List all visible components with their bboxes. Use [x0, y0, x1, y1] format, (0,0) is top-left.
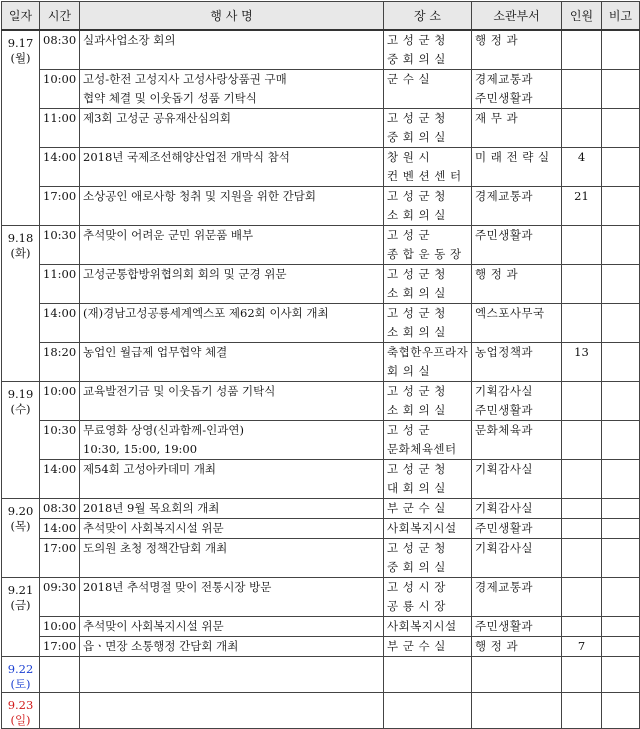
place-text: 컨 벤 션 센 터 — [387, 169, 462, 183]
event-cell — [80, 343, 384, 382]
dept-cell — [472, 578, 562, 617]
people-count: 21 — [574, 189, 589, 203]
place-cell — [384, 109, 472, 148]
people-cell — [562, 226, 602, 265]
dept-cell — [472, 109, 562, 148]
people-count — [562, 382, 601, 386]
people-cell — [562, 70, 602, 109]
place-cell — [384, 657, 472, 693]
place-text: 고 성 군 — [387, 228, 431, 242]
people-cell — [562, 187, 602, 226]
time-cell — [40, 693, 80, 729]
place-text: 공 룡 시 장 — [387, 599, 446, 613]
time-cell — [40, 187, 80, 226]
table-row — [2, 499, 640, 519]
event-cell — [80, 382, 384, 421]
place-text: 고 성 군 청 — [387, 384, 446, 398]
note-cell — [602, 304, 640, 343]
table-row — [2, 657, 640, 693]
people-count — [562, 539, 601, 543]
people-count — [562, 70, 601, 74]
people-cell — [562, 637, 602, 657]
time-text: 14:00 — [43, 521, 77, 535]
note-cell — [602, 637, 640, 657]
table-row — [2, 539, 640, 578]
dept-text: 기획감사실 — [475, 541, 534, 555]
event-cell — [80, 226, 384, 265]
people-cell — [562, 421, 602, 460]
event-cell — [80, 617, 384, 637]
event-text: 도의원 초청 정책간담회 개최 — [83, 541, 228, 555]
time-cell — [40, 265, 80, 304]
header-time: 시간 — [40, 2, 80, 31]
time-text: 10:00 — [43, 72, 77, 86]
event-cell — [80, 460, 384, 499]
people-cell — [562, 30, 602, 70]
people-cell — [562, 265, 602, 304]
place-text: 소 회 의 실 — [387, 403, 446, 417]
people-count: 4 — [577, 150, 586, 164]
table-row — [2, 578, 640, 617]
time-cell — [40, 304, 80, 343]
event-text: 2018년 국제조선해양산업전 개막식 참석 — [83, 150, 290, 164]
day-of-week: (토) — [10, 677, 31, 691]
day-of-week: (일) — [10, 713, 31, 727]
event-text: 농업인 월급제 업무협약 체결 — [83, 345, 228, 359]
table-row — [2, 693, 640, 729]
table-row — [2, 421, 640, 460]
table-row — [2, 343, 640, 382]
place-text: 고 성 군 청 — [387, 267, 446, 281]
time-text: 11:00 — [43, 111, 77, 125]
note-cell — [602, 499, 640, 519]
people-cell — [562, 693, 602, 729]
dept-cell — [472, 460, 562, 499]
place-cell — [384, 499, 472, 519]
people-cell — [562, 148, 602, 187]
table-row — [2, 148, 640, 187]
dept-cell — [472, 382, 562, 421]
header-place: 장 소 — [384, 2, 472, 31]
event-text: 실과사업소장 회의 — [83, 33, 176, 47]
dept-cell — [472, 519, 562, 539]
place-cell — [384, 539, 472, 578]
place-text: 고 성 군 청 — [387, 33, 446, 47]
place-cell — [384, 617, 472, 637]
time-text: 10:30 — [43, 228, 77, 242]
place-cell — [384, 265, 472, 304]
table-row — [2, 382, 640, 421]
date-text: 9.18 — [7, 231, 34, 245]
date-text: 9.23 — [7, 698, 34, 712]
people-cell — [562, 578, 602, 617]
time-text: 17:00 — [43, 639, 77, 653]
dept-text: 행 정 과 — [475, 267, 519, 281]
people-count: 13 — [574, 345, 589, 359]
day-of-week: (화) — [10, 246, 31, 260]
event-text: 10:30, 15:00, 19:00 — [83, 442, 198, 456]
header-dept: 소관부서 — [472, 2, 562, 31]
place-text: 축협한우프라자 — [387, 345, 469, 359]
time-text: 18:20 — [43, 345, 77, 359]
header-note: 비고 — [602, 2, 640, 31]
event-text: 무료영화 상영(신과함께-인과연) — [83, 423, 244, 437]
place-text: 고 성 군 — [387, 423, 431, 437]
place-text: 고 성 군 청 — [387, 111, 446, 125]
date-text: 9.17 — [7, 36, 34, 50]
people-cell — [562, 519, 602, 539]
date-cell — [2, 30, 40, 226]
time-cell — [40, 617, 80, 637]
place-cell — [384, 637, 472, 657]
event-text: 고성군통합방위협의회 회의 및 군경 위문 — [83, 267, 287, 281]
event-cell — [80, 421, 384, 460]
time-text: 09:30 — [43, 580, 77, 594]
header-date: 일자 — [2, 2, 40, 31]
event-text: 고성-한전 고성지사 고성사랑상품권 구매 — [83, 72, 287, 86]
people-cell — [562, 343, 602, 382]
event-cell — [80, 187, 384, 226]
dept-cell — [472, 304, 562, 343]
time-text: 10:30 — [43, 423, 77, 437]
date-text: 9.20 — [7, 504, 34, 518]
dept-text: 주민생활과 — [475, 91, 534, 105]
time-text: 08:30 — [43, 33, 77, 47]
event-text: 추석맞이 사회복지시설 위문 — [83, 619, 224, 633]
note-cell — [602, 693, 640, 729]
header-event: 행 사 명 — [80, 2, 384, 31]
place-text: 소 회 의 실 — [387, 325, 446, 339]
time-text: 14:00 — [43, 150, 77, 164]
time-cell — [40, 30, 80, 70]
time-text: 17:00 — [43, 189, 77, 203]
event-cell — [80, 539, 384, 578]
dept-cell — [472, 657, 562, 693]
note-cell — [602, 148, 640, 187]
table-row — [2, 617, 640, 637]
event-text: 읍ㆍ면장 소통행정 간담회 개최 — [83, 639, 239, 653]
dept-cell — [472, 693, 562, 729]
date-cell — [2, 499, 40, 578]
date-cell — [2, 657, 40, 693]
dept-text: 주민생활과 — [475, 228, 534, 242]
people-count — [562, 499, 601, 503]
time-cell — [40, 539, 80, 578]
place-text: 사회복지시설 — [387, 521, 457, 535]
dept-text: 기획감사실 — [475, 462, 534, 476]
dept-text: 행 정 과 — [475, 639, 519, 653]
dept-text: 경제교통과 — [475, 72, 534, 86]
dept-cell — [472, 70, 562, 109]
place-text: 고 성 군 청 — [387, 541, 446, 555]
dept-text: 기획감사실 — [475, 384, 534, 398]
event-text: 제54회 고성아카데미 개최 — [83, 462, 217, 476]
note-cell — [602, 70, 640, 109]
time-text: 14:00 — [43, 306, 77, 320]
date-cell — [2, 693, 40, 729]
time-cell — [40, 421, 80, 460]
time-cell — [40, 460, 80, 499]
people-cell — [562, 460, 602, 499]
dept-cell — [472, 148, 562, 187]
event-cell — [80, 693, 384, 729]
note-cell — [602, 30, 640, 70]
place-cell — [384, 460, 472, 499]
people-cell — [562, 539, 602, 578]
time-cell — [40, 637, 80, 657]
time-cell — [40, 70, 80, 109]
dept-cell — [472, 637, 562, 657]
note-cell — [602, 578, 640, 617]
people-count — [562, 421, 601, 425]
time-text: 17:00 — [43, 541, 77, 555]
dept-cell — [472, 499, 562, 519]
people-count — [562, 519, 601, 523]
place-text: 창 원 시 — [387, 150, 431, 164]
time-text: 10:00 — [43, 619, 77, 633]
event-cell — [80, 519, 384, 539]
event-cell — [80, 265, 384, 304]
date-cell — [2, 226, 40, 382]
people-count — [562, 578, 601, 582]
table-row — [2, 187, 640, 226]
note-cell — [602, 109, 640, 148]
event-text: 추석맞이 사회복지시설 위문 — [83, 521, 224, 535]
table-row — [2, 637, 640, 657]
event-cell — [80, 70, 384, 109]
dept-cell — [472, 30, 562, 70]
time-text: 08:30 — [43, 501, 77, 515]
place-text: 고 성 군 청 — [387, 462, 446, 476]
event-text: 소상공인 애로사항 청취 및 지원을 위한 간담회 — [83, 189, 317, 203]
event-text: 2018년 추석명절 맞이 전통시장 방문 — [83, 580, 272, 594]
time-cell — [40, 382, 80, 421]
dept-cell — [472, 343, 562, 382]
table-row — [2, 109, 640, 148]
note-cell — [602, 226, 640, 265]
note-cell — [602, 343, 640, 382]
event-cell — [80, 578, 384, 617]
people-count — [562, 109, 601, 113]
table-row — [2, 30, 640, 70]
place-text: 중 회 의 실 — [387, 560, 446, 574]
dept-text: 재 무 과 — [475, 111, 519, 125]
people-count: 7 — [577, 639, 586, 653]
place-cell — [384, 421, 472, 460]
dept-cell — [472, 617, 562, 637]
dept-cell — [472, 265, 562, 304]
place-cell — [384, 187, 472, 226]
note-cell — [602, 519, 640, 539]
people-count — [562, 226, 601, 230]
day-of-week: (수) — [10, 402, 31, 416]
note-cell — [602, 265, 640, 304]
time-text: 14:00 — [43, 462, 77, 476]
place-cell — [384, 226, 472, 265]
day-of-week: (금) — [10, 598, 31, 612]
time-cell — [40, 519, 80, 539]
place-text: 사회복지시설 — [387, 619, 457, 633]
place-cell — [384, 304, 472, 343]
event-cell — [80, 499, 384, 519]
place-cell — [384, 30, 472, 70]
event-text: 협약 체결 및 이웃돕기 성품 기탁식 — [83, 91, 257, 105]
event-text: (재)경남고성공룡세계엑스포 제62회 이사회 개최 — [83, 306, 329, 320]
note-cell — [602, 460, 640, 499]
date-text: 9.19 — [7, 387, 34, 401]
dept-cell — [472, 421, 562, 460]
dept-text: 기획감사실 — [475, 501, 534, 515]
note-cell — [602, 382, 640, 421]
place-cell — [384, 343, 472, 382]
people-count — [562, 460, 601, 464]
event-text: 교육발전기금 및 이웃돕기 성품 기탁식 — [83, 384, 276, 398]
time-cell — [40, 226, 80, 265]
people-cell — [562, 109, 602, 148]
dept-cell — [472, 539, 562, 578]
place-text: 고 성 시 장 — [387, 580, 446, 594]
time-cell — [40, 343, 80, 382]
dept-text: 주민생활과 — [475, 521, 534, 535]
table-row — [2, 519, 640, 539]
schedule-table — [1, 1, 640, 729]
dept-text: 미 래 전 략 실 — [475, 150, 550, 164]
place-text: 대 회 의 실 — [387, 481, 446, 495]
place-text: 소 회 의 실 — [387, 208, 446, 222]
time-cell — [40, 148, 80, 187]
event-text: 제3회 고성군 공유재산심의회 — [83, 111, 231, 125]
people-cell — [562, 304, 602, 343]
event-cell — [80, 148, 384, 187]
time-cell — [40, 499, 80, 519]
place-text: 고 성 군 청 — [387, 306, 446, 320]
place-text: 회 의 실 — [387, 364, 431, 378]
people-cell — [562, 382, 602, 421]
note-cell — [602, 657, 640, 693]
dept-text: 농업정책과 — [475, 345, 534, 359]
place-cell — [384, 382, 472, 421]
place-text: 부 군 수 실 — [387, 501, 446, 515]
day-of-week: (월) — [10, 51, 31, 65]
dept-text: 경제교통과 — [475, 580, 534, 594]
table-row — [2, 226, 640, 265]
event-text: 2018년 9월 목요회의 개최 — [83, 501, 220, 515]
dept-text: 주민생활과 — [475, 403, 534, 417]
note-cell — [602, 187, 640, 226]
people-count — [562, 265, 601, 269]
table-row — [2, 70, 640, 109]
dept-text: 경제교통과 — [475, 189, 534, 203]
place-cell — [384, 693, 472, 729]
time-text: 11:00 — [43, 267, 77, 281]
dept-text: 주민생활과 — [475, 619, 534, 633]
dept-cell — [472, 226, 562, 265]
header-people: 인원 — [562, 2, 602, 31]
note-cell — [602, 617, 640, 637]
place-text: 중 회 의 실 — [387, 130, 446, 144]
place-text: 문화체육센터 — [387, 442, 457, 456]
event-cell — [80, 109, 384, 148]
note-cell — [602, 539, 640, 578]
dept-text: 행 정 과 — [475, 33, 519, 47]
place-cell — [384, 519, 472, 539]
people-count — [562, 304, 601, 308]
people-count — [562, 31, 601, 35]
place-text: 종 합 운 동 장 — [387, 247, 462, 261]
place-text: 중 회 의 실 — [387, 52, 446, 66]
date-cell — [2, 382, 40, 499]
event-cell — [80, 30, 384, 70]
place-text: 소 회 의 실 — [387, 286, 446, 300]
time-cell — [40, 657, 80, 693]
table-row — [2, 304, 640, 343]
table-row — [2, 265, 640, 304]
place-cell — [384, 70, 472, 109]
dept-cell — [472, 187, 562, 226]
place-text: 군 수 실 — [387, 72, 431, 86]
table-row — [2, 460, 640, 499]
note-cell — [602, 421, 640, 460]
people-cell — [562, 617, 602, 637]
place-text: 고 성 군 청 — [387, 189, 446, 203]
dept-text: 문화체육과 — [475, 423, 534, 437]
time-cell — [40, 578, 80, 617]
event-cell — [80, 304, 384, 343]
place-cell — [384, 148, 472, 187]
event-cell — [80, 637, 384, 657]
event-text: 추석맞이 어려운 군민 위문품 배부 — [83, 228, 254, 242]
people-count — [562, 617, 601, 621]
event-cell — [80, 657, 384, 693]
date-text: 9.22 — [7, 662, 34, 676]
date-text: 9.21 — [7, 583, 34, 597]
people-cell — [562, 499, 602, 519]
time-cell — [40, 109, 80, 148]
people-cell — [562, 657, 602, 693]
dept-text: 엑스포사무국 — [475, 306, 545, 320]
place-cell — [384, 578, 472, 617]
place-text: 부 군 수 실 — [387, 639, 446, 653]
date-cell — [2, 578, 40, 657]
day-of-week: (목) — [10, 519, 31, 533]
time-text: 10:00 — [43, 384, 77, 398]
header-row — [2, 2, 640, 31]
